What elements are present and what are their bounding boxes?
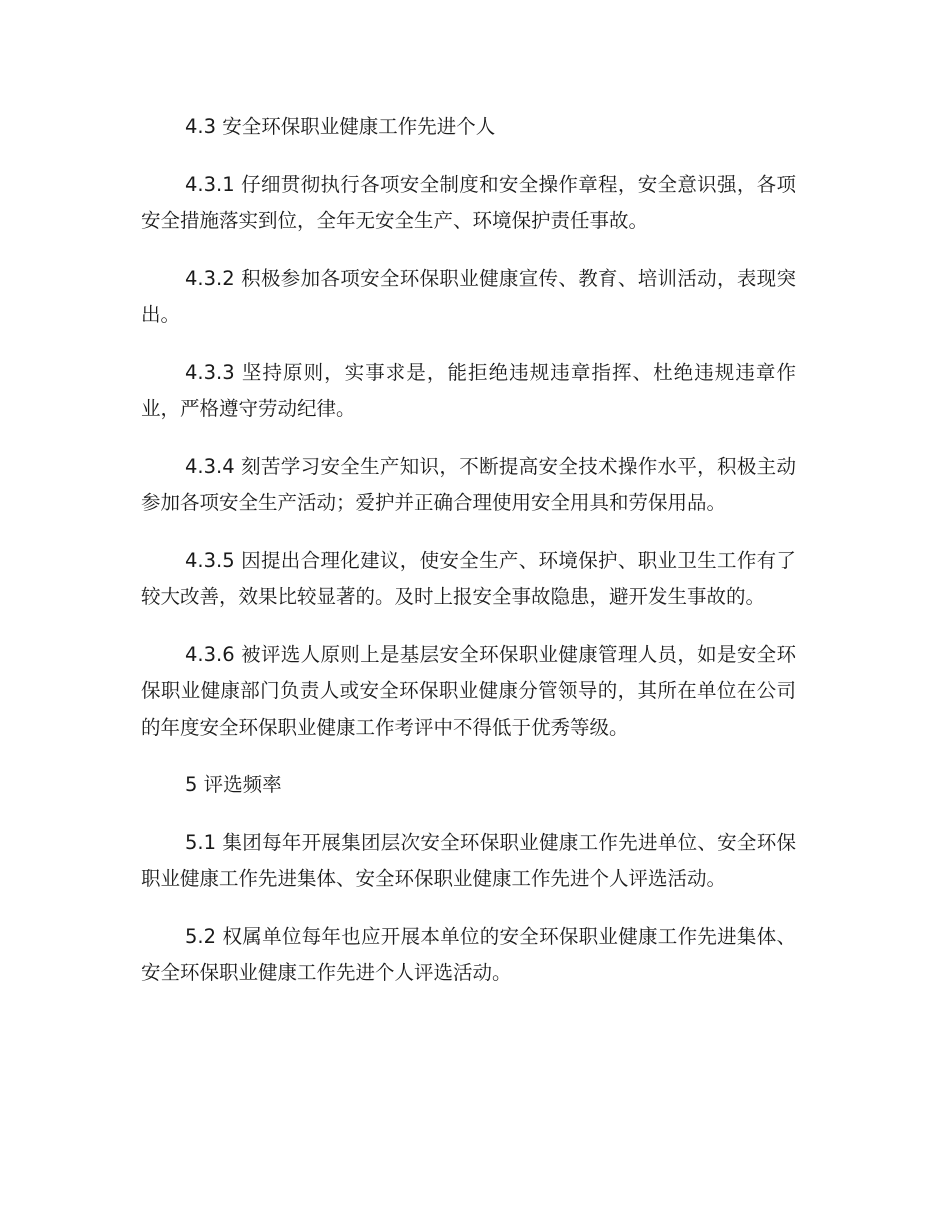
paragraph-5-2: 5.2 权属单位每年也应开展本单位的安全环保职业健康工作先进集体、安全环保职业健康工作先进个人评选活动。	[141, 924, 796, 984]
paragraph-4-3-5: 4.3.5 因提出合理化建议，使安全生产、环境保护、职业卫生工作有了较大改善，效果比较显著的。及时上报安全事故隐患，避开发生事故的。	[141, 548, 796, 608]
paragraph-4-3-4: 4.3.4 刻苦学习安全生产知识，不断提高安全技术操作水平，积极主动参加各项安全生产活动；爱护并正确合理使用安全用具和劳保用品。	[141, 454, 796, 514]
section-heading-4-3: 4.3 安全环保职业健康工作先进个人	[185, 115, 496, 138]
paragraph-4-3-1: 4.3.1 仔细贯彻执行各项安全制度和安全操作章程，安全意识强，各项安全措施落实到位，全年无安全生产、环境保护责任事故。	[141, 172, 796, 232]
document-body	[141, 109, 796, 1013]
paragraph-5-1: 5.1 集团每年开展集团层次安全环保职业健康工作先进单位、安全环保职业健康工作先进集体、安全环保职业健康工作先进个人评选活动。	[141, 830, 796, 890]
section-heading-5: 5 评选频率	[185, 773, 282, 796]
paragraph-4-3-2: 4.3.2 积极参加各项安全环保职业健康宣传、教育、培训活动，表现突出。	[141, 266, 796, 326]
paragraph-4-3-3: 4.3.3 坚持原则，实事求是，能拒绝违规违章指挥、杜绝违规违章作业，严格遵守劳动纪律。	[141, 360, 796, 420]
paragraph-4-3-6: 4.3.6 被评选人原则上是基层安全环保职业健康管理人员，如是安全环保职业健康部门负责人或安全环保职业健康分管领导的，其所在单位在公司的年度安全环保职业健康工作考评中不得低于优秀等级。	[141, 642, 796, 739]
